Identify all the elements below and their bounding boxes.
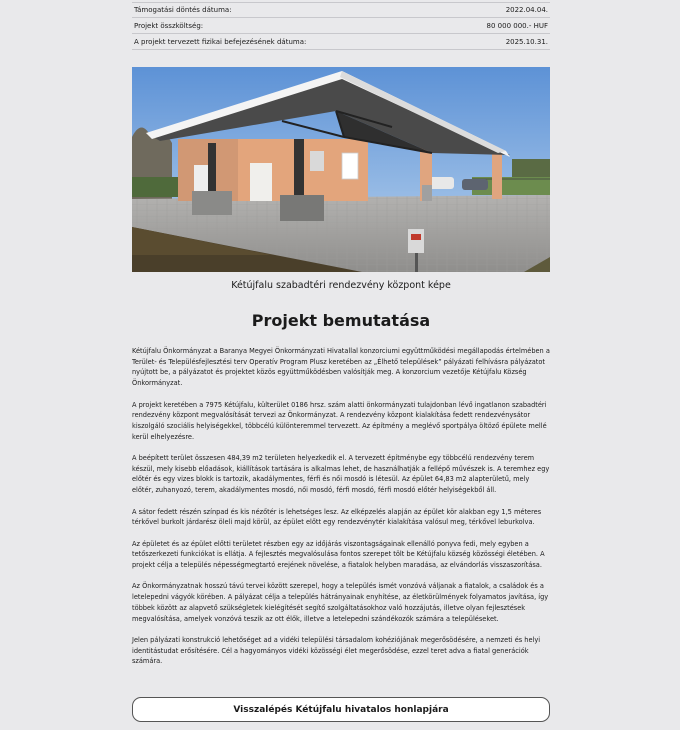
info-label: Támogatási döntés dátuma: [134, 6, 232, 14]
section-title: Projekt bemutatása [251, 311, 431, 330]
info-value: 2025.10.31. [505, 37, 548, 46]
info-label: A projekt tervezett fizikai befejezésének dátuma: [134, 37, 307, 46]
info-row-total-cost [132, 18, 550, 34]
photo-caption: Kétújfalu szabadtéri rendezvény központ képe [231, 280, 451, 291]
back-to-homepage-button[interactable]: Visszalépés Kétújfalu hivatalos honlapjára [132, 697, 550, 722]
project-info-table [132, 0, 550, 50]
paragraph: A projekt keretében a 7975 Kétújfalu, külterület 0186 hrsz. szám alatti önkormányzati tulajdonban lévő ingatlanon szabadtéri rendezvény központ megvalósítását tervezi az Önkormányzat. A rendezvény központ kialakítása fedett rendezvénysátor kiszolgáló szociális helyiségekkel, többcélú különteremmel tervezett. Az építmény a meglévő sportpálya öltöző épülete mellé kerül elhelyezésre. [132, 400, 547, 441]
info-row-completion-date [132, 34, 550, 50]
paragraph: A beépített terület összesen 484,39 m2 területen helyezkedik el. A tervezett építménybe egy többcélú rendezvény terem készül, mely kisebb előadások, kiállítások tartására is alkalmas lehet, de használhatják a fellépő művészek is. A teremhez egy előtér és egy vizes blokk is tartozik, akadálymentes, férfi és női mosdó is létesül. Az épület 64,83 m2 alapterületű, mely előtér, zuhanyozó, terem, akadálymentes mosdó, női mosdó, férfi mosdó, férfi mosdó előtér helyiségekből áll. [132, 454, 550, 495]
info-value: 80 000 000.- HUF [486, 21, 548, 30]
paragraph: A sátor fedett részén színpad és kis nézőtér is lehetséges lesz. Az elképzelés alapján az épület kör alakban egy 1,5 méteres térkővel burkolt járdarész öleli majd körül, az épület előtt egy rendezvénytér kialakítása valósul meg, térkővel leburkolva. [132, 507, 542, 527]
info-label: Projekt összköltség: [134, 21, 204, 30]
paragraph: Az Önkormányzatnak hosszú távú tervei között szerepel, hogy a település ismét vonzóvá váljanak a fiatalok, a családok és a letelepedni vágyók körében. A pályázat célja a település hátrányainak enyhítése, az életkörülmények folyamatos javítása, így többek között az alapvető szükségletek kielégítését segítő szolgáltatásokhoz való hozzájutás, illetve olyan fejlesztések megvalósítása, amelyek vonzóvá teszik az ott élők, illetve a letelepedni szándékozók számára a településeket. [132, 582, 549, 623]
info-row-decision-date [132, 2, 550, 18]
paragraph: Jelen pályázati konstrukció lehetőséget ad a vidéki települési társadalom kohéziójának megerősödésére, a nemzeti és helyi identitástudat erősítésére. Cél a hagyományos vidéki közösségi élet megerősödése, ezzel teret adva a fiatal generációk számára. [132, 635, 541, 666]
project-description [132, 346, 550, 678]
paragraph: Az épületet és az épület előtti területet részben egy az időjárás viszontagságainak ellenálló ponyva fedi, mely egyben a tetőszerkezeti funkciókat is ellátja. A fejlesztés megvalósulása fontos szerepet tölt be Kétújfalu község közösségi életében. A projekt célja a település népességmegtartó erejének növelése, a fiatalok helyben maradása, az elvándorlás visszaszorítása. [132, 539, 545, 569]
event-center-photo [132, 67, 550, 272]
paragraph: Kétújfalu Önkormányzat a Baranya Megyei Önkormányzati Hivatallal konzorciumi együttműködési megállapodás értelmében a Terület- és Településfejlesztési terv Operatív Program Plusz keretében az „Élhető települések” pályázati felhívásra pályázatot nyújtott be, a pályázatot és projektet közös együttműködésben valósítják meg. A konzorcium vezetője Kétújfalu Község Önkormányzat. [132, 347, 550, 388]
info-value: 2022.04.04. [505, 6, 548, 14]
